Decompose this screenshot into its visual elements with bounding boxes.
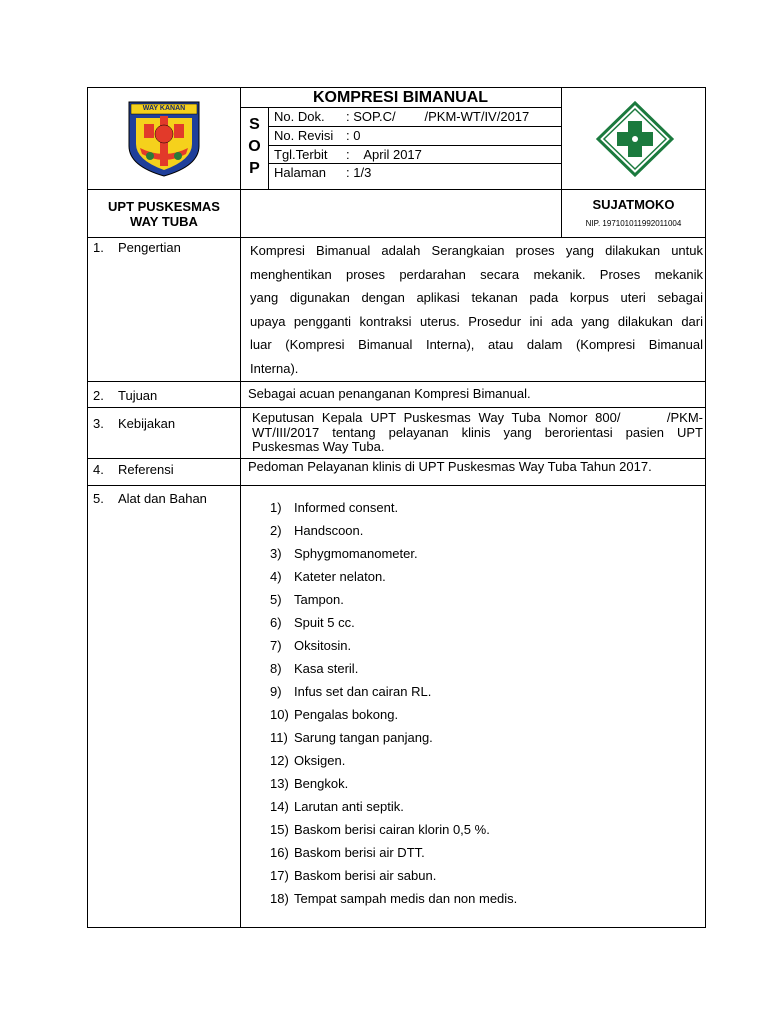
list-item-text: Tempat sampah medis dan non medis. xyxy=(294,891,518,906)
list-item xyxy=(270,868,700,891)
list-item xyxy=(270,638,700,661)
kebijakan-line-3: Puskesmas Way Tuba. xyxy=(252,439,385,454)
alat-list xyxy=(270,500,700,914)
border-row4-bottom xyxy=(87,485,706,486)
list-item-text: Kateter nelaton. xyxy=(294,569,386,584)
pengertian-line-5: luar (Kompresi Bimanual Interna), atau dalam (Kompresi Bimanual xyxy=(250,337,703,352)
list-item-number: 3) xyxy=(270,546,282,561)
list-item-number: 16) xyxy=(270,845,289,860)
list-item-number: 8) xyxy=(270,661,282,676)
list-item-number: 6) xyxy=(270,615,282,630)
tujuan-text: Sebagai acuan penanganan Kompresi Bimanual. xyxy=(248,386,531,401)
way-kanan-logo xyxy=(126,100,202,178)
sop-divider xyxy=(268,107,269,190)
border-row2-bottom xyxy=(87,407,706,408)
list-item-number: 10) xyxy=(270,707,289,722)
list-item-number: 14) xyxy=(270,799,289,814)
signer-name: SUJATMOKO xyxy=(592,197,675,212)
meta-value-tgl-terbit: : April 2017 xyxy=(346,147,422,162)
list-item xyxy=(270,707,700,730)
section-4-label: Referensi xyxy=(118,462,174,477)
list-item-text: Larutan anti septik. xyxy=(294,799,404,814)
section-1-label: Pengertian xyxy=(118,240,181,255)
kebijakan-line-2: WT/III/2017 tentang pelayanan klinis yang berorientasi pasien UPT xyxy=(252,424,703,440)
list-item-number: 13) xyxy=(270,776,289,791)
pengertian-line-4: upaya pengganti kontraksi uterus. Prosedur ini ada yang dilakukan dari xyxy=(250,313,703,329)
kebijakan-line-1: Keputusan Kepala UPT Puskesmas Way Tuba Nomor 800/ /PKM- xyxy=(252,410,703,425)
meta-label-halaman: Halaman xyxy=(274,165,327,180)
list-item-number: 1) xyxy=(270,500,282,515)
list-item xyxy=(270,500,700,523)
list-item xyxy=(270,891,700,914)
list-item-number: 11) xyxy=(270,730,288,745)
section-1-body xyxy=(250,239,703,380)
list-item xyxy=(270,730,700,753)
pengertian-line-1: Kompresi Bimanual adalah Serangkaian proses yang dilakukan untuk xyxy=(250,243,703,258)
org-name-line1: UPT PUSKESMAS xyxy=(108,199,220,214)
list-item-text: Sarung tangan panjang. xyxy=(294,730,433,745)
section-5-label: Alat dan Bahan xyxy=(118,491,207,506)
list-item-text: Handscoon. xyxy=(294,523,364,538)
list-item-number: 17) xyxy=(270,868,289,883)
list-item-text: Bengkok. xyxy=(294,776,349,791)
list-item xyxy=(270,546,700,569)
list-item-text: Informed consent. xyxy=(294,500,399,515)
title-underline xyxy=(240,107,561,108)
section-5-number: 5. xyxy=(93,491,104,506)
meta-value-halaman: : 1/3 xyxy=(346,165,372,180)
list-item xyxy=(270,523,700,546)
list-item-text: Baskom berisi air sabun. xyxy=(294,868,437,883)
list-item xyxy=(270,592,700,615)
section-2-number: 2. xyxy=(93,388,104,403)
border-logo-right-divider xyxy=(561,87,562,238)
list-item xyxy=(270,753,700,776)
list-item xyxy=(270,569,700,592)
section-4-number: 4. xyxy=(93,462,104,477)
sop-letter-s: S xyxy=(249,116,260,133)
list-item-number: 12) xyxy=(270,753,289,768)
section-3-number: 3. xyxy=(93,416,104,431)
list-item-number: 18) xyxy=(270,891,289,906)
list-item xyxy=(270,615,700,638)
list-item-text: Baskom berisi air DTT. xyxy=(294,845,425,860)
list-item-text: Infus set dan cairan RL. xyxy=(294,684,432,699)
border-org-bottom xyxy=(87,237,706,238)
list-item xyxy=(270,799,700,822)
meta-label-no-dok: No. Dok. xyxy=(274,109,325,124)
border-col-divider xyxy=(240,87,241,928)
meta-value-no-dok: : SOP.C/ /PKM-WT/IV/2017 xyxy=(346,109,530,124)
meta-line-2 xyxy=(268,145,561,146)
section-1-number: 1. xyxy=(93,240,104,255)
list-item xyxy=(270,684,700,707)
list-item-number: 9) xyxy=(270,684,282,699)
meta-label-tgl-terbit: Tgl.Terbit xyxy=(274,147,328,162)
section-2-label: Tujuan xyxy=(118,388,158,403)
border-row1-bottom xyxy=(87,381,706,382)
border-header-bottom xyxy=(87,189,706,190)
sop-letter-o: O xyxy=(248,138,261,155)
org-name-line2: WAY TUBA xyxy=(130,214,198,229)
document-title: KOMPRESI BIMANUAL xyxy=(312,89,489,106)
list-item xyxy=(270,845,700,868)
border-bottom xyxy=(87,927,706,928)
list-item-text: Baskom berisi cairan klorin 0,5 %. xyxy=(294,822,490,837)
signer-nip: NIP. 197101011992011004 xyxy=(585,219,682,228)
meta-label-no-revisi: No. Revisi xyxy=(274,128,334,143)
list-item-number: 7) xyxy=(270,638,282,653)
list-item xyxy=(270,776,700,799)
list-item-text: Sphygmomanometer. xyxy=(294,546,418,561)
border-right xyxy=(705,87,706,928)
list-item-text: Pengalas bokong. xyxy=(294,707,399,722)
puskesmas-logo xyxy=(596,101,674,177)
pengertian-line-6: Interna). xyxy=(250,360,299,376)
list-item-number: 2) xyxy=(270,523,282,538)
list-item-number: 5) xyxy=(270,592,282,607)
list-item-number: 4) xyxy=(270,569,282,584)
list-item-number: 15) xyxy=(270,822,289,837)
logo-banner-text: WAY KANAN xyxy=(142,105,186,112)
meta-line-3 xyxy=(268,163,561,164)
pengertian-line-3: yang digunakan dengan aplikasi tekanan pada korpus uteri sebagai xyxy=(250,290,703,305)
list-item xyxy=(270,661,700,684)
section-3-label: Kebijakan xyxy=(118,416,176,431)
list-item xyxy=(270,822,700,845)
list-item-text: Spuit 5 cc. xyxy=(294,615,355,630)
section-3-body xyxy=(252,411,703,455)
sop-letter-p: P xyxy=(249,160,260,177)
meta-line-1 xyxy=(268,126,561,127)
referensi-text: Pedoman Pelayanan klinis di UPT Puskesmas Way Tuba Tahun 2017. xyxy=(248,459,652,474)
list-item-text: Oksigen. xyxy=(294,753,346,768)
pengertian-line-2: menghentikan proses perdarahan secara mekanik. Proses mekanik xyxy=(250,266,703,282)
list-item-text: Oksitosin. xyxy=(294,638,352,653)
list-item-text: Tampon. xyxy=(294,592,344,607)
list-item-text: Kasa steril. xyxy=(294,661,359,676)
meta-value-no-revisi: : 0 xyxy=(346,128,361,143)
